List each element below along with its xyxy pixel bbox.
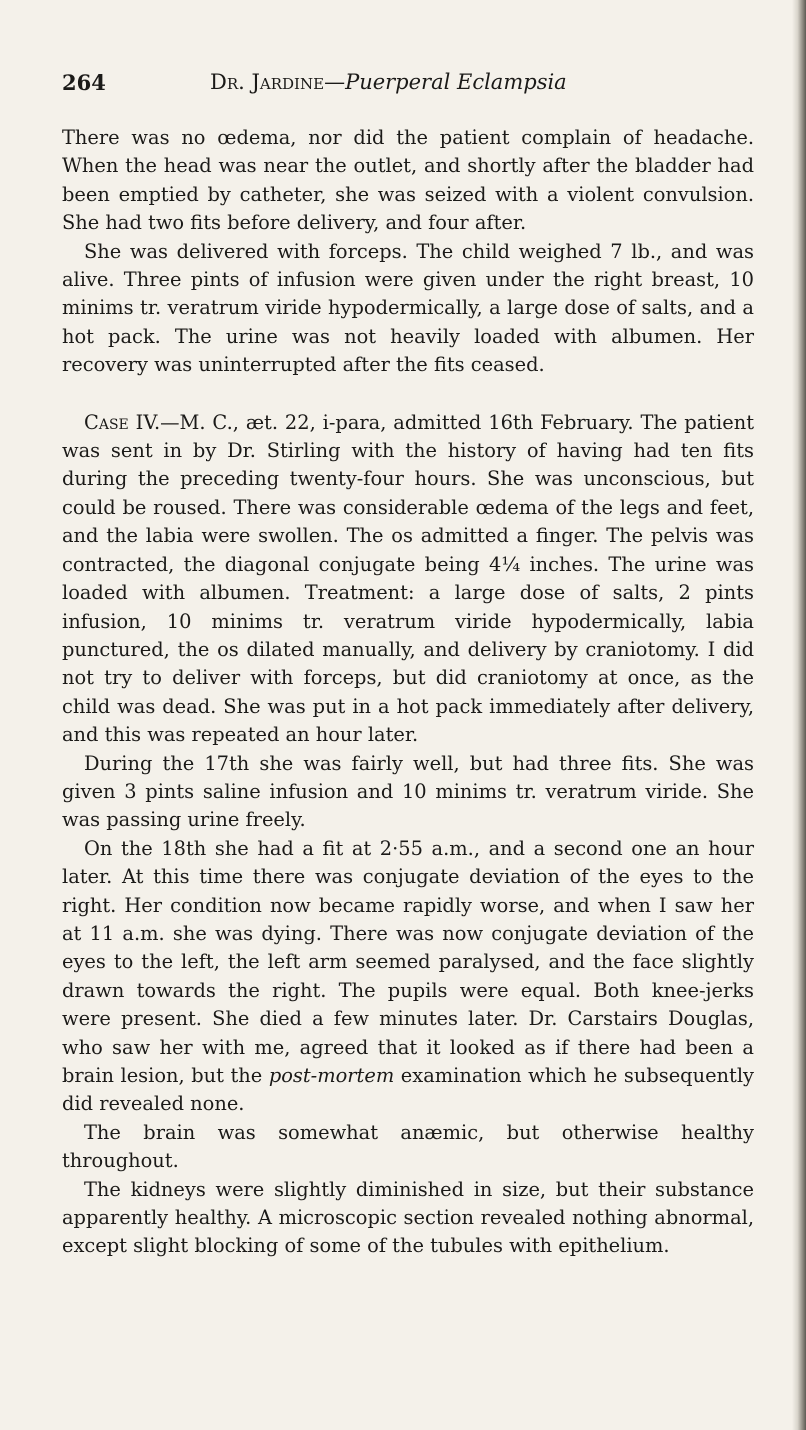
case-iv-text: —M. C., æt. 22, i-para, admitted 16th February. The patient was sent in by Dr. Stirling with the history of having had ten fits during the preceding twenty-four hours. She was unconscious, but could be roused. There was considerable œdema of the legs and feet, and the labia were swollen. The os admitted a finger. The pelvis was contracted, the diagonal conjugate being 4¼ inches. The urine was loaded with albumen. Treatment: a large dose of salts, 2 pints infusion, 10 minims tr. veratrum viride hypodermically, labia punctured, the os dilated manually, and delivery by craniotomy. I did not try to deliver with forceps, but did craniotomy at once, as the child was dead. She was put in a hot pack immediately after delivery, and this was repeated an hour later. xyxy=(62,410,754,747)
header-dash: — xyxy=(324,70,346,94)
paragraph-17th: During the 17th she was fairly well, but had three fits. She was given 3 pints saline infusion and 10 minims tr. veratrum viride. She was passing urine freely. xyxy=(62,751,754,832)
body-text xyxy=(62,124,754,1261)
paragraph-kidneys: The kidneys were slightly diminished in size, but their substance apparently healthy. A microscopic section revealed nothing abnormal, except slight blocking of some of the tubules with epithelium. xyxy=(62,1177,754,1258)
case-heading: Case IV. xyxy=(84,410,161,434)
header-author: Dr. Jardine xyxy=(210,70,325,94)
post-mortem-italic: post-mortem xyxy=(268,1064,395,1087)
header-title: Puerperal Eclampsia xyxy=(345,70,567,94)
running-header xyxy=(62,70,762,110)
paragraph-case-iv xyxy=(62,409,754,750)
paragraph-18th-text: On the 18th she had a fit at 2·55 a.m., and a second one an hour later. At this time there was conjugate deviation of the eyes to the right. Her condition now became rapidly worse, and when I saw her at 11 a.m. she was dying. There was now conjugate deviation of the eyes to the left, the left arm seemed paralysed, and the face slightly drawn towards the right. The pupils were equal. Both knee-jerks were present. She died a few minutes later. Dr. Carstairs Douglas, who saw her with me, agreed that it looked as if there had been a brain lesion, but the xyxy=(62,836,754,1087)
paragraph-2: She was delivered with forceps. The child weighed 7 lb., and was alive. Three pints of infusion were given under the right breast, 10 minims tr. veratrum viride hypodermically, a large dose of salts, and a hot pack. The urine was not heavily loaded with albumen. Her recovery was uninterrupted after the fits ceased. xyxy=(62,239,754,377)
paragraph-18th-end: examination which he subsequently did revealed none. xyxy=(62,1064,754,1116)
paragraph-brain: The brain was somewhat anæmic, but otherwise healthy throughout. xyxy=(62,1120,754,1173)
running-title xyxy=(210,70,567,94)
page-edge-shadow xyxy=(792,0,806,1430)
paragraph-18th xyxy=(62,835,754,1119)
paragraph-1: There was no œdema, nor did the patient complain of headache. When the head was near the outlet, and shortly after the bladder had been emptied by catheter, she was seized with a violent convulsion. She had two fits before delivery, and four after. xyxy=(62,126,754,235)
page-number: 264 xyxy=(62,70,106,95)
